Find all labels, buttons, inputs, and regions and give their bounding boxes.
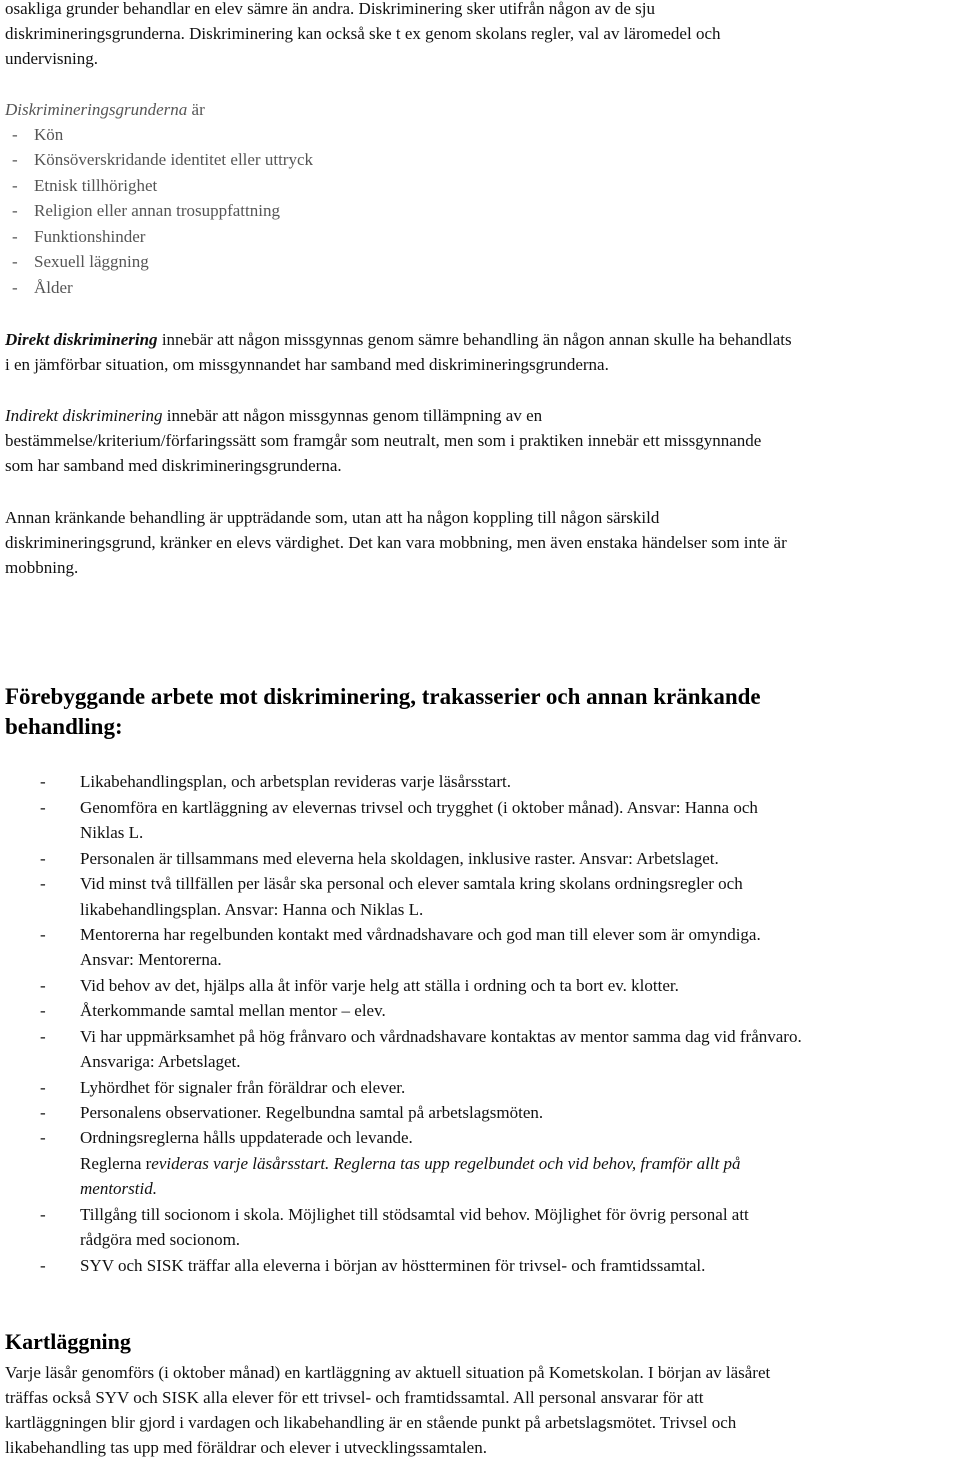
list-dash: - — [40, 1078, 46, 1097]
list-dash: - — [40, 1027, 46, 1046]
mapping-line-1: Varje läsår genomförs (i oktober månad) en kartläggning av aktuell situation på Kometskolan. I början av läsåret — [5, 1363, 771, 1382]
preventive-heading-line-2: behandling: — [5, 714, 123, 739]
other-line-2: diskrimineringsgrund, kränker en elevs värdighet. Det kan vara mobbning, men även enstaka händelser som inte är — [5, 533, 787, 552]
list-dash: - — [40, 1103, 46, 1122]
list-dash: - — [12, 252, 18, 271]
preventive-item: Likabehandlingsplan, och arbetsplan revideras varje läsårsstart. — [80, 772, 511, 791]
list-dash: - — [40, 976, 46, 995]
list-dash: - — [40, 1128, 46, 1147]
list-dash: - — [40, 1256, 46, 1275]
grounds-intro-rest: är — [187, 100, 205, 119]
preventive-item: Personalens observationer. Regelbundna samtal på arbetslagsmöten. — [80, 1103, 544, 1122]
rules-note-line-1 — [80, 1151, 741, 1176]
mapping-line-2: träffas också SYV och SISK alla elever för ett trivsel- och framtidssamtal. All personal ansvarar för att — [5, 1388, 704, 1407]
list-dash: - — [12, 150, 18, 169]
preventive-item-continued: likabehandlingsplan. Ansvar: Hanna och Niklas L. — [80, 900, 424, 919]
grounds-item: Könsöverskridande identitet eller uttryck — [34, 150, 313, 169]
other-line-1: Annan kränkande behandling är uppträdande som, utan att ha någon koppling till någon särskild — [5, 508, 660, 527]
preventive-item: Tillgång till socionom i skola. Möjlighet till stödsamtal vid behov. Möjlighet för övrig personal att — [80, 1205, 749, 1224]
rules-note-italic-2: mentorstid. — [80, 1179, 157, 1198]
preventive-item-continued: rådgöra med socionom. — [80, 1230, 241, 1249]
indirect-line-1-rest: innebär att någon missgynnas genom tillämpning av en — [162, 406, 543, 425]
list-dash: - — [12, 125, 18, 144]
grounds-item: Religion eller annan trosuppfattning — [34, 201, 280, 220]
preventive-item-continued: Ansvariga: Arbetslaget. — [80, 1052, 241, 1071]
intro-line-1: osakliga grunder behandlar en elev sämre än andra. Diskriminering sker utifrån någon av de sju — [5, 0, 656, 18]
list-dash: - — [40, 1001, 46, 1020]
preventive-item: Vi har uppmärksamhet på hög frånvaro och vårdnadshavare kontaktas av mentor samma dag vid frånvaro. — [80, 1027, 802, 1046]
preventive-item-continued: Niklas L. — [80, 823, 144, 842]
preventive-item: Lyhördhet för signaler från föräldrar och elever. — [80, 1078, 406, 1097]
preventive-heading-line-1: Förebyggande arbete mot diskriminering, trakasserier och annan kränkande — [5, 684, 761, 709]
grounds-item: Kön — [34, 125, 64, 144]
grounds-intro-term: Diskrimineringsgrunderna — [5, 100, 188, 119]
direct-term: Direkt diskriminering — [5, 330, 158, 349]
list-dash: - — [12, 227, 18, 246]
grounds-item: Etnisk tillhörighet — [34, 176, 158, 195]
list-dash: - — [40, 849, 46, 868]
intro-line-3: undervisning. — [5, 49, 99, 68]
other-line-3: mobbning. — [5, 558, 79, 577]
preventive-item: Återkommande samtal mellan mentor – elev. — [80, 1001, 386, 1020]
preventive-item: Ordningsreglerna hålls uppdaterade och levande. — [80, 1128, 413, 1147]
list-dash: - — [40, 925, 46, 944]
preventive-item: Vid minst två tillfällen per läsår ska personal och elever samtala kring skolans ordningsregler och — [80, 874, 743, 893]
preventive-item: Personalen är tillsammans med eleverna hela skoldagen, inklusive raster. Ansvar: Arbetslaget. — [80, 849, 719, 868]
mapping-line-4: likabehandling tas upp med föräldrar och elever i utvecklingssamtalen. — [5, 1438, 487, 1457]
list-dash: - — [40, 772, 46, 791]
indirect-line-3: som har samband med diskrimineringsgrunderna. — [5, 456, 342, 475]
preventive-item-continued: Ansvar: Mentorerna. — [80, 950, 222, 969]
direct-line-2: i en jämförbar situation, om missgynnandet har samband med diskrimineringsgrunderna. — [5, 355, 609, 374]
rules-note-line-2 — [80, 1176, 157, 1201]
list-dash: - — [12, 201, 18, 220]
preventive-item: Genomföra en kartläggning av elevernas trivsel och trygghet (i oktober månad). Ansvar: Hanna och — [80, 798, 758, 817]
mapping-heading: Kartläggning — [5, 1329, 131, 1354]
list-dash: - — [40, 874, 46, 893]
grounds-item: Funktionshinder — [34, 227, 146, 246]
grounds-item: Ålder — [34, 278, 73, 297]
indirect-line-2: bestämmelse/kriterium/förfaringssätt som framgår som neutralt, men som i praktiken innebär ett missgynnande — [5, 431, 762, 450]
rules-note-prefix: Reglerna r — [80, 1154, 152, 1173]
preventive-item: Vid behov av det, hjälps alla åt inför varje helg att ställa i ordning och ta bort ev. klotter. — [80, 976, 679, 995]
indirect-line-1 — [5, 403, 542, 428]
grounds-intro — [5, 97, 205, 122]
direct-line-1 — [5, 327, 792, 352]
list-dash: - — [12, 176, 18, 195]
grounds-item: Sexuell läggning — [34, 252, 149, 271]
rules-note-italic: evideras varje läsårsstart. Reglerna tas upp regelbundet och vid behov, framför allt på — [151, 1154, 741, 1173]
direct-line-1-rest: innebär att någon missgynnas genom sämre behandling än någon annan skulle ha behandlats — [157, 330, 792, 349]
preventive-item: Mentorerna har regelbunden kontakt med vårdnadshavare och god man till elever som är omyndiga. — [80, 925, 761, 944]
intro-line-2: diskrimineringsgrunderna. Diskriminering kan också ske t ex genom skolans regler, val av läromedel och — [5, 24, 721, 43]
list-dash: - — [40, 1205, 46, 1224]
preventive-item: SYV och SISK träffar alla eleverna i början av höstterminen för trivsel- och framtidssamtal. — [80, 1256, 706, 1275]
mapping-line-3: kartläggningen blir gjord i vardagen och likabehandling är en stående punkt på arbetslagsmötet. Trivsel och — [5, 1413, 737, 1432]
indirect-term: Indirekt diskriminering — [5, 406, 163, 425]
list-dash: - — [12, 278, 18, 297]
list-dash: - — [40, 798, 46, 817]
